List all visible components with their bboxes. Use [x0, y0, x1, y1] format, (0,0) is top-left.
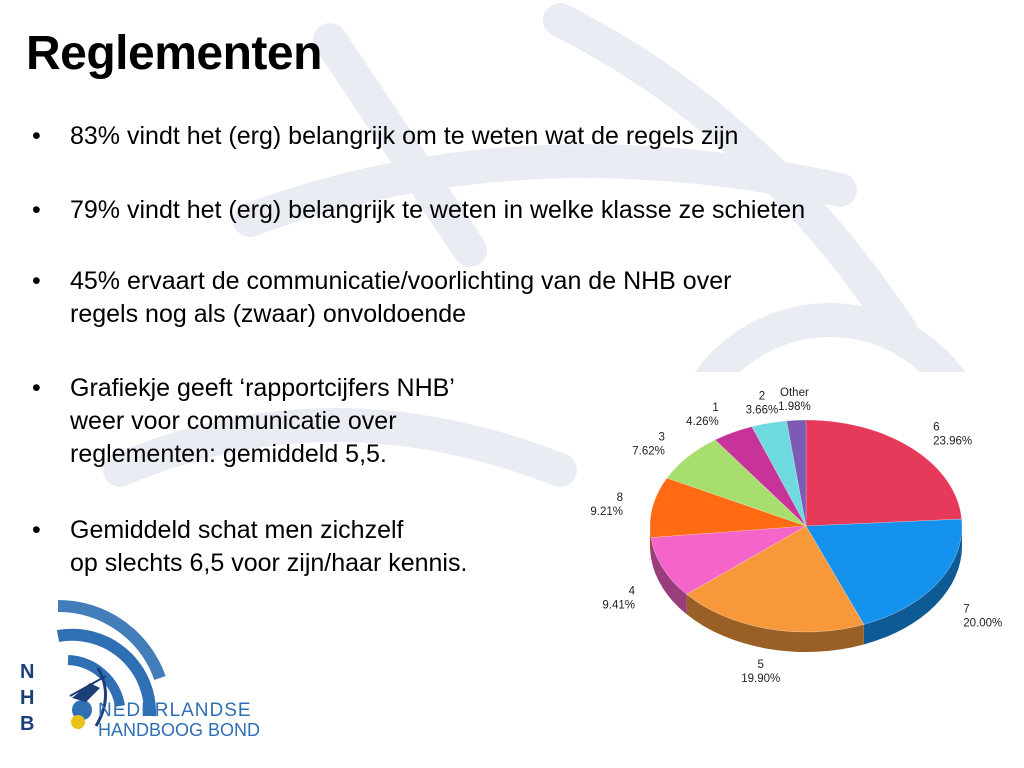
pie-label-category: 5 [757, 659, 764, 672]
pie-label-category: 2 [758, 390, 766, 403]
bullet-text: 83% vindt het (erg) belangrijk om te weten wat de regels zijn [70, 122, 739, 150]
pie-label-value: 4.26% [686, 415, 719, 428]
pie-label-category: 6 [933, 421, 940, 434]
bullet-item [70, 120, 738, 153]
bullet-text: 79% vindt het (erg) belangrijk te weten in welke klasse ze schieten [70, 196, 806, 224]
pie-chart-panel [578, 372, 1024, 702]
logo-name-line2: HANDBOOG BOND [98, 720, 261, 740]
logo-name-line1: NEDERLANDSE [98, 700, 252, 721]
bullet-text: Gemiddeld schat men zichzelf [70, 516, 404, 544]
logo-monogram-h: H [20, 687, 35, 709]
pie-label-category: 7 [963, 603, 970, 616]
bullet-text: Grafiekje geeft ‘rapportcijfers NHB’ [70, 374, 455, 402]
pie-label-category: Other [780, 387, 809, 400]
pie-label-category: 4 [628, 585, 635, 598]
pie-label-value: 9.21% [590, 506, 624, 519]
logo-monogram-n: N [20, 661, 35, 683]
bullet-text: reglementen: gemiddeld 5,5. [70, 440, 387, 468]
bullet-text: weer voor communicatie over [70, 407, 397, 435]
bullet-item [70, 194, 805, 227]
pie-label-value: 20.00% [963, 617, 1003, 630]
pie-chart [578, 372, 1024, 702]
pie-label-value: 7.62% [632, 445, 665, 458]
bullet-text: op slechts 6,5 voor zijn/haar kennis. [70, 549, 468, 577]
logo-monogram-b: B [20, 713, 35, 735]
pie-label-value: 9.41% [602, 599, 635, 612]
pie-label-category: 1 [712, 401, 719, 414]
bullet-text: 45% ervaart de communicatie/voorlichting van de NHB over [70, 267, 732, 295]
nhb-logo [10, 598, 310, 748]
pie-label-value: 23.96% [933, 435, 973, 448]
slide-title: Reglementen [26, 27, 322, 80]
bullet-item [70, 265, 731, 331]
pie-label-value: 3.66% [745, 404, 779, 417]
pie-label-value: 19.90% [741, 673, 781, 686]
pie-label-category: 3 [658, 431, 665, 444]
pie-label-category: 8 [616, 492, 624, 505]
pie-label-value: 1.98% [778, 401, 811, 414]
bullet-text: regels nog als (zwaar) onvoldoende [70, 300, 467, 328]
bullet-item [70, 514, 467, 580]
bullet-item [70, 372, 455, 471]
